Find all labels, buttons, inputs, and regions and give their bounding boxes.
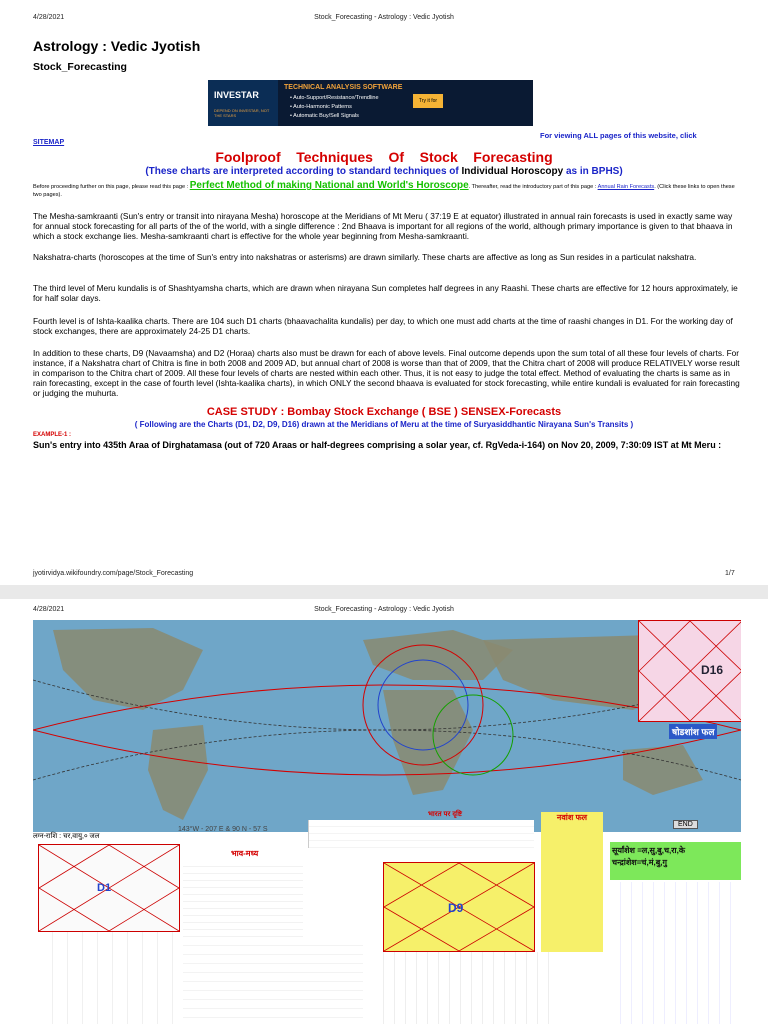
page-subheading: (These charts are interpreted according to standard techniques of Individual Horoscopy as in BPHS)	[145, 166, 623, 177]
d16-chart	[638, 620, 741, 722]
example-label: EXAMPLE-1 :	[33, 432, 72, 438]
intro-note: Before proceeding further on this page, please read this page : Perfect Method of making National and World's Horoscope. Thereafter, read the introductory part of this page : Annual Rain Forecasts. (Click these links to open these two pages).	[33, 180, 735, 198]
surya-line: सूर्यांशेश =ल,सु,बु,च,रा,के	[612, 846, 685, 855]
bharat-title: भारत पर दृष्टि	[428, 811, 462, 818]
d1-chart	[38, 844, 180, 932]
header-title: Stock_Forecasting - Astrology : Vedic Jyotish	[314, 14, 454, 21]
paragraph: Fourth level is of Ishta-kaalika charts. There are 104 such D1 charts (bhaavachalita kundalis) per day, to which one must add charts at the time of raashi changes in D1. For the working day of stock exchanges, there are approximately 24-25 D1 charts.	[33, 316, 733, 336]
header-date: 4/28/2021	[33, 606, 65, 613]
ad-tagline: DEPEND ON INVESTAR, NOT THE STARS	[214, 108, 270, 118]
d1-label: D1	[97, 882, 112, 894]
surya-box	[610, 842, 741, 880]
ad-banner[interactable]	[208, 80, 533, 126]
surya-line: चन्द्रांशेश=चं,मं,बु,गु	[612, 858, 668, 867]
bhava-title: भाव-मध्य	[231, 849, 259, 858]
coords-text: 143°W - 207 E & 90 N - 57 S	[178, 826, 268, 833]
investar-logo	[208, 80, 278, 126]
drishti-table	[308, 820, 534, 848]
page-separator	[0, 585, 768, 599]
ad-feature: • Auto-Support/Resistance/Trendline	[290, 95, 379, 101]
header-title: Stock_Forecasting - Astrology : Vedic Jyotish	[314, 606, 454, 613]
map-svg	[33, 620, 741, 832]
d9-label: D9	[448, 901, 464, 915]
bottom-left-grid	[38, 932, 178, 1024]
bottom-grid	[373, 952, 553, 1024]
ad-feature: • Automatic Buy/Sell Signals	[290, 113, 359, 119]
world-map	[33, 620, 741, 832]
page-heading: Foolproof Techniques Of Stock Forecasting	[215, 149, 553, 165]
paragraph: In addition to these charts, D9 (Navaamsha) and D2 (Horaa) charts also must be drawn for each of above levels. Final outcome depends upon the sum total of all these four levels of charts. For instance, if a Nakshatra chart of Chitra is fine in both 2008 and 2009 AD, but annual chart of 2008 is worse than that of 2009, that the Chitra chart of 2008 will produce RELATIVELY worse result in comparison to the Chitra chart of 2009. All these four levels of charts are nested within each other. Thus, it is not easy to judge the total effect. Method of evaluating the charts is same as in rain forecasting, except in the case of fourth level (Ishta-kaalika charts), in which ONLY the second bhaava is evaluated for stock forecasting, while entire kundali is evaluated for rain forecasting or judging the muhurta.	[33, 348, 740, 398]
case-study-subtitle: ( Following are the Charts (D1, D2, D9, D16) drawn at the Meridians of Meru at the time of Suryasiddhantic Nirayana Sun's Transits )	[134, 420, 634, 429]
perfect-method-link[interactable]: Perfect Method of making National and World's Horoscope	[189, 180, 469, 191]
paragraph: The third level of Meru kundalis is of Shashtyamsha charts, which are drawn when nirayana Sun completes half degrees in any Raashi. These charts are effective for 12 hours approximately, ie for half solar days.	[33, 283, 738, 303]
page-name: Stock_Forecasting	[33, 61, 127, 73]
lagna-text: लग्न-राशि : चर,वायु,० जल	[33, 833, 100, 840]
case-study-title: CASE STUDY : Bombay Stock Exchange ( BSE ) SENSEX-Forecasts	[206, 406, 562, 418]
navamsha-title: नवांश फल	[556, 813, 588, 822]
ad-feature: • Auto-Harmonic Patterns	[290, 104, 352, 110]
paragraph: Nakshatra-charts (horoscopes at the time of Sun's entry into nakshatras or asterisms) are drawn similarly. These charts are affective as long as Sun resides in a particulat nakshatra.	[33, 252, 697, 262]
navamsha-box	[541, 812, 603, 952]
bhava-table	[183, 860, 303, 940]
viewing-text: For viewing ALL pages of this website, click	[540, 131, 697, 140]
example-text: Sun's entry into 435th Araa of Dirghatamasa (out of 720 Araas or half-degrees comprising a solar year, cf. RgVeda-i-164) on Nov 20, 2009, 7:30:09 IST at Mt Meru :	[33, 440, 722, 450]
sitemap-link[interactable]: SITEMAP	[33, 139, 65, 146]
d16-label: D16	[701, 663, 724, 677]
annual-rain-link[interactable]: Annual Rain Forecasts	[597, 184, 655, 190]
paragraph: The Mesha-samkraanti (Sun's entry or transit into nirayana Mesha) horoscope at the Meridians of Mt Meru ( 37:19 E at equator) illustrated in annual rain forecasts is used in exactly same way for annual stock forecasting for all parts of the of the world, with a single difference : 2nd Bhaava is important for all regions of the world, although primary importance is given to that bhaava in which a stock exchange lies. Mesha-samkraanti chart is effective for the whole year beginning from Mesha-samkraanti.	[33, 211, 733, 241]
right-grid	[610, 882, 741, 1024]
d16-caption: षोडशांश फल	[669, 724, 717, 739]
ad-brand: INVESTAR	[214, 90, 259, 100]
d9-chart	[383, 862, 535, 952]
bottom-mid-grid	[183, 937, 363, 1024]
header-date: 4/28/2021	[33, 14, 65, 21]
end-button[interactable]: END	[673, 820, 698, 829]
footer-page: 1/7	[725, 570, 735, 577]
footer-url: jyotirvidya.wikifoundry.com/page/Stock_Forecasting	[33, 570, 194, 577]
ad-title: TECHNICAL ANALYSIS SOFTWARE	[284, 84, 403, 91]
ad-try-button[interactable]: Try it for	[413, 94, 443, 108]
site-title: Astrology : Vedic Jyotish	[33, 38, 201, 54]
d16-lines	[639, 621, 741, 721]
